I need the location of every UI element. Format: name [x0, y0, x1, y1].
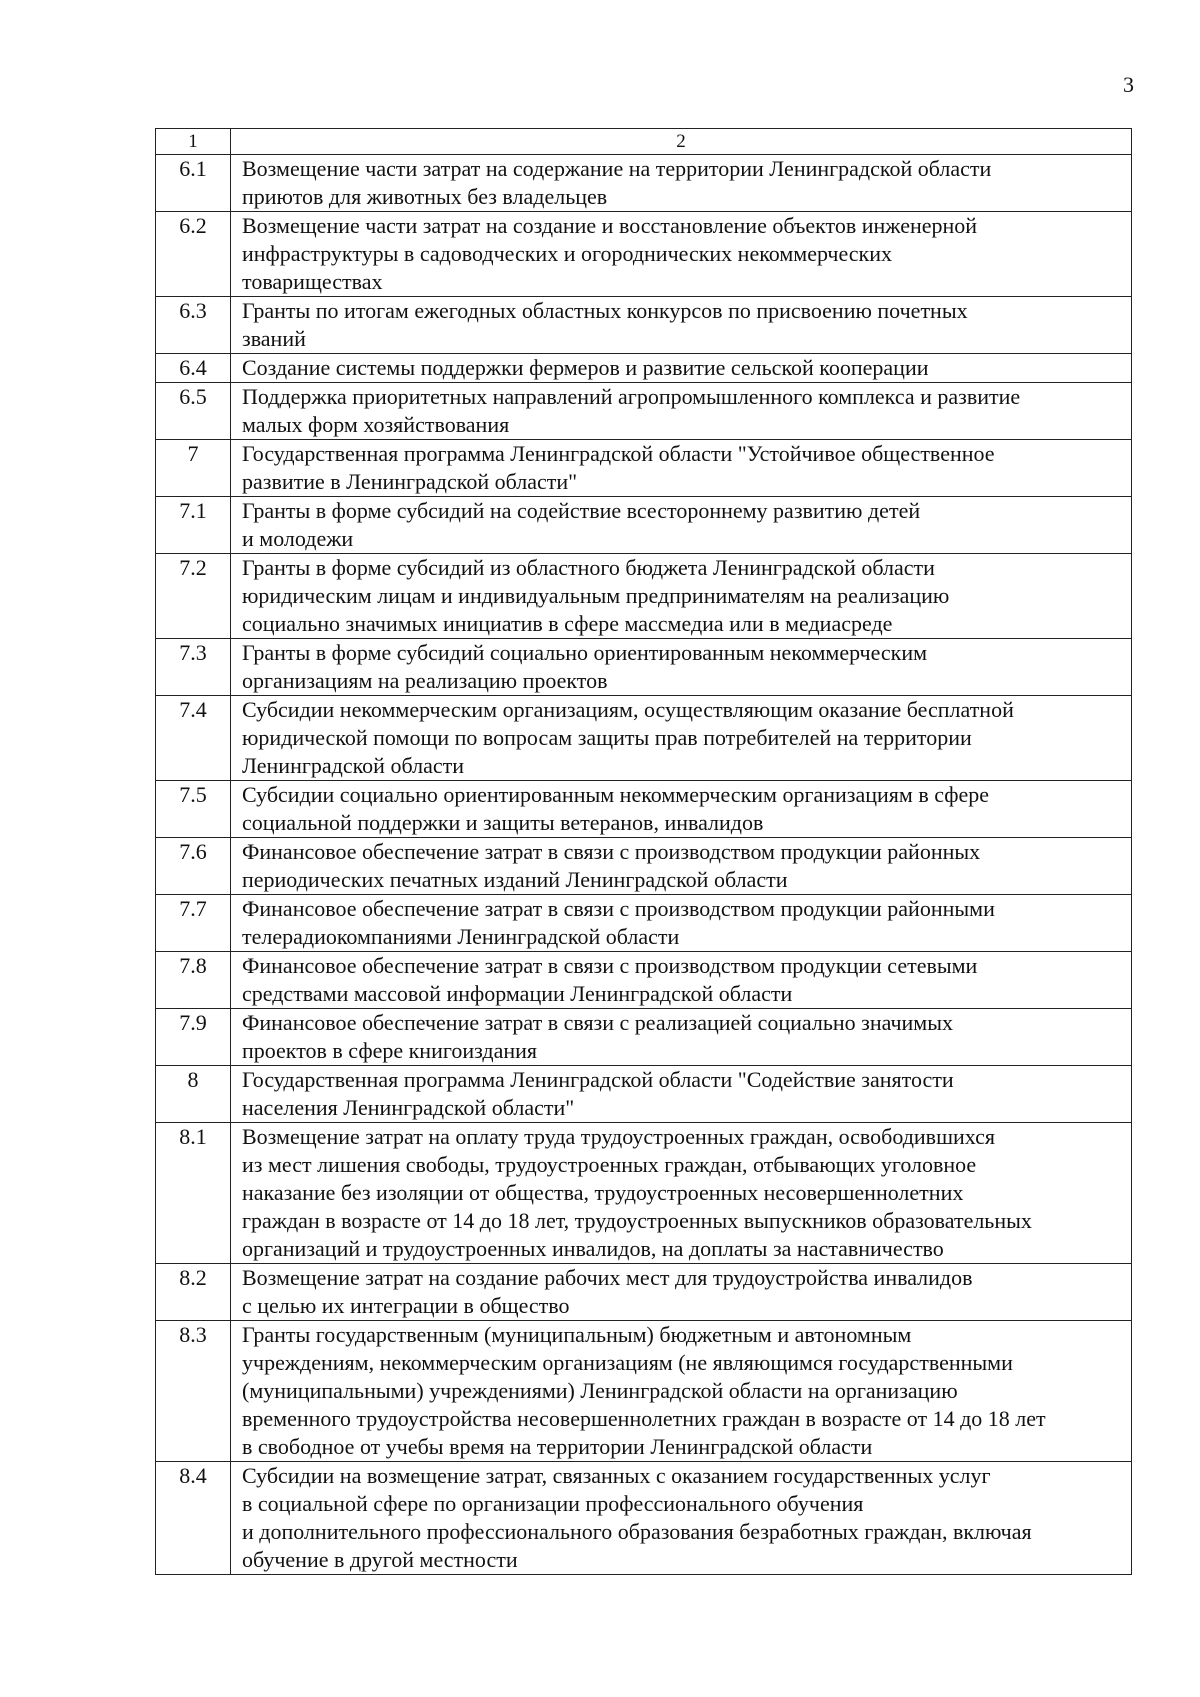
row-text: Поддержка приоритетных направлений агропромышленного комплекса и развитие малых форм хозяйствования: [231, 383, 1132, 440]
header-col-2: 2: [231, 129, 1132, 155]
table-row: [156, 1123, 1132, 1264]
row-text: Субсидии на возмещение затрат, связанных с оказанием государственных услуг в социальной сфере по организации профессионального обучения и дополнительного профессионального образования безработных граждан, включая обучение в другой местности: [231, 1462, 1132, 1575]
page-number: 3: [1123, 72, 1134, 97]
row-text: Гранты по итогам ежегодных областных конкурсов по присвоению почетных званий: [231, 297, 1132, 354]
table-row: [156, 440, 1132, 497]
table-row: [156, 1462, 1132, 1575]
row-number: 6.2: [156, 212, 231, 297]
row-number: 8.2: [156, 1264, 231, 1321]
table-row: [156, 554, 1132, 639]
row-number: 7.6: [156, 838, 231, 895]
table-row: [156, 781, 1132, 838]
row-text: Создание системы поддержки фермеров и развитие сельской кооперации: [231, 354, 1132, 383]
table-row: [156, 952, 1132, 1009]
row-text: Финансовое обеспечение затрат в связи с производством продукции сетевыми средствами массовой информации Ленинградской области: [231, 952, 1132, 1009]
table-row: [156, 895, 1132, 952]
row-number: 8: [156, 1066, 231, 1123]
row-text: Возмещение затрат на создание рабочих мест для трудоустройства инвалидов с целью их интеграции в общество: [231, 1264, 1132, 1321]
subsidy-table: [155, 128, 1132, 1575]
table-row: [156, 696, 1132, 781]
row-number: 7.8: [156, 952, 231, 1009]
table-row: [156, 155, 1132, 212]
row-text: Гранты в форме субсидий социально ориентированным некоммерческим организациям на реализацию проектов: [231, 639, 1132, 696]
row-text: Гранты в форме субсидий из областного бюджета Ленинградской области юридическим лицам и индивидуальным предпринимателям на реализацию социально значимых инициатив в сфере массмедиа или в медиасреде: [231, 554, 1132, 639]
row-number: 6.1: [156, 155, 231, 212]
row-number: 6.4: [156, 354, 231, 383]
row-text: Государственная программа Ленинградской области "Содействие занятости населения Ленинградской области": [231, 1066, 1132, 1123]
table-row: [156, 838, 1132, 895]
row-text: Государственная программа Ленинградской области "Устойчивое общественное развитие в Ленинградской области": [231, 440, 1132, 497]
table-row: [156, 1264, 1132, 1321]
row-number: 8.4: [156, 1462, 231, 1575]
row-number: 8.1: [156, 1123, 231, 1264]
table-row: [156, 212, 1132, 297]
row-text: Субсидии социально ориентированным некоммерческим организациям в сфере социальной поддержки и защиты ветеранов, инвалидов: [231, 781, 1132, 838]
row-text: Финансовое обеспечение затрат в связи с производством продукции районными телерадиокомпаниями Ленинградской области: [231, 895, 1132, 952]
table-row: [156, 639, 1132, 696]
row-text: Гранты государственным (муниципальным) бюджетным и автономным учреждениям, некоммерческим организациям (не являющимся государственными (муниципальными) учреждениями) Ленинградской области на организацию временного трудоустройства несовершеннолетних граждан в возрасте от 14 до 18 лет в свободное от учебы время на территории Ленинградской области: [231, 1321, 1132, 1462]
row-number: 7: [156, 440, 231, 497]
row-text: Субсидии некоммерческим организациям, осуществляющим оказание бесплатной юридической помощи по вопросам защиты прав потребителей на территории Ленинградской области: [231, 696, 1132, 781]
row-text: Гранты в форме субсидий на содействие всестороннему развитию детей и молодежи: [231, 497, 1132, 554]
table-row: [156, 497, 1132, 554]
row-text: Возмещение части затрат на создание и восстановление объектов инженерной инфраструктуры в садоводческих и огороднических некоммерческих товариществах: [231, 212, 1132, 297]
row-number: 7.1: [156, 497, 231, 554]
table-row: [156, 383, 1132, 440]
row-number: 6.5: [156, 383, 231, 440]
table-row: [156, 354, 1132, 383]
table-row: [156, 1321, 1132, 1462]
table-header-row: [156, 129, 1132, 155]
row-text: Возмещение части затрат на содержание на территории Ленинградской области приютов для животных без владельцев: [231, 155, 1132, 212]
row-number: 7.9: [156, 1009, 231, 1066]
row-number: 7.2: [156, 554, 231, 639]
row-number: 6.3: [156, 297, 231, 354]
row-text: Финансовое обеспечение затрат в связи с производством продукции районных периодических печатных изданий Ленинградской области: [231, 838, 1132, 895]
row-number: 7.3: [156, 639, 231, 696]
header-col-1: 1: [156, 129, 231, 155]
table-row: [156, 1066, 1132, 1123]
row-text: Финансовое обеспечение затрат в связи с реализацией социально значимых проектов в сфере книгоиздания: [231, 1009, 1132, 1066]
table-row: [156, 1009, 1132, 1066]
table-row: [156, 297, 1132, 354]
row-number: 8.3: [156, 1321, 231, 1462]
row-number: 7.4: [156, 696, 231, 781]
row-number: 7.5: [156, 781, 231, 838]
row-text: Возмещение затрат на оплату труда трудоустроенных граждан, освободившихся из мест лишения свободы, трудоустроенных граждан, отбывающих уголовное наказание без изоляции от общества, трудоустроенных несовершеннолетних граждан в возрасте от 14 до 18 лет, трудоустроенных выпускников образовательных организаций и трудоустроенных инвалидов, на доплаты за наставничество: [231, 1123, 1132, 1264]
row-number: 7.7: [156, 895, 231, 952]
